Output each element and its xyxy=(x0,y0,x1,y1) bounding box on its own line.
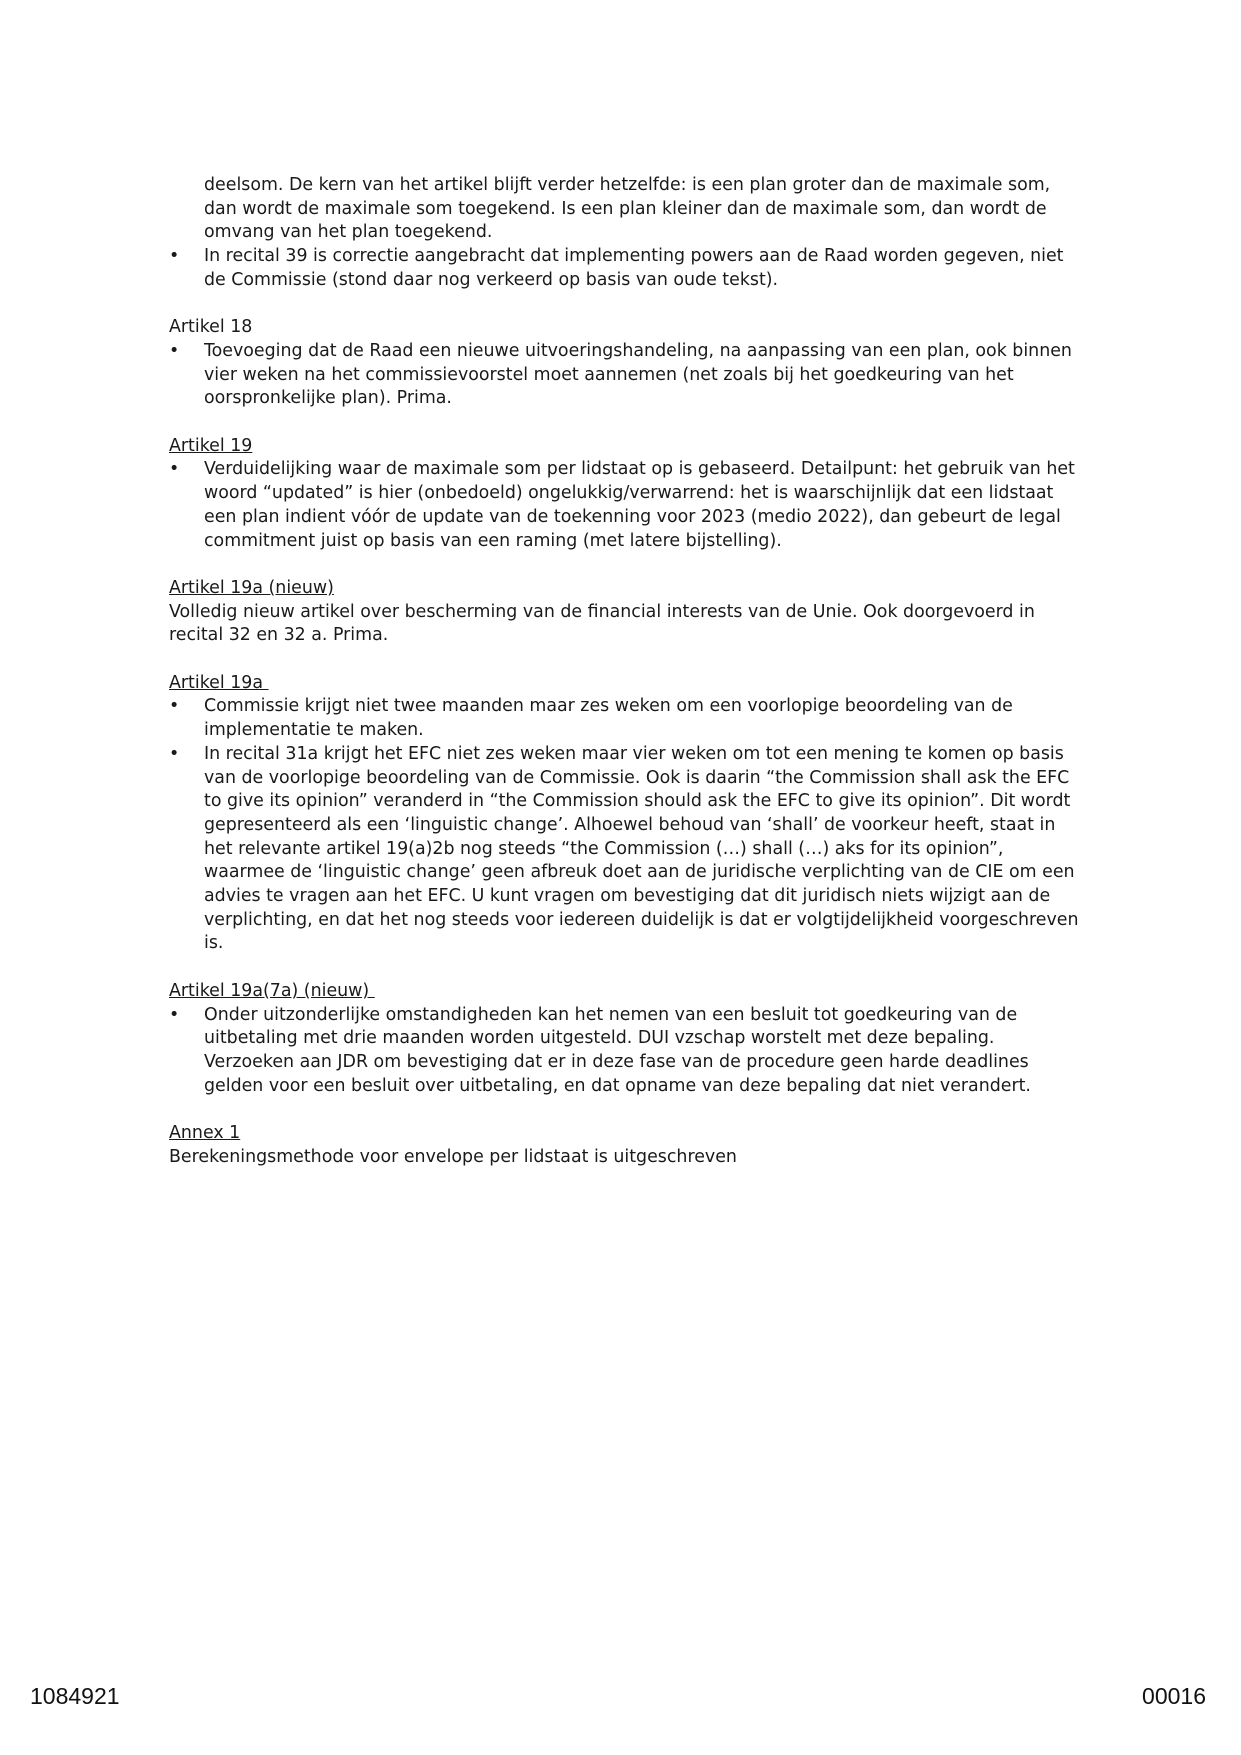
section-artikel-19a-7a xyxy=(169,980,1079,1099)
bullet-list xyxy=(169,1004,1079,1099)
list-item xyxy=(169,340,1079,411)
bullet-icon: • xyxy=(169,246,180,267)
list-item-text: Commissie krijgt niet twee maanden maar zes weken om een voorlopige beoordeling van de implementatie te maken. xyxy=(204,696,1013,741)
list-item xyxy=(169,695,1079,742)
section-artikel-19a-nieuw xyxy=(169,577,1079,648)
section-heading: Annex 1 xyxy=(169,1123,241,1144)
section-text: Volledig nieuw artikel over bescherming van de financial interests van de Unie. Ook doorgevoerd in recital 32 en 32 a. Prima. xyxy=(169,601,1035,646)
footer-page-number: 00016 xyxy=(1142,1683,1206,1709)
list-item xyxy=(169,458,1079,553)
bullet-list xyxy=(169,695,1079,956)
section-heading: Artikel 19 xyxy=(169,435,253,456)
bullet-icon: • xyxy=(169,1004,180,1025)
section-heading: Artikel 19a xyxy=(169,672,269,693)
section-artikel-18 xyxy=(169,316,1079,411)
bullet-list xyxy=(169,458,1079,553)
bullet-icon: • xyxy=(169,340,180,361)
intro-block xyxy=(169,174,1079,293)
list-item xyxy=(169,743,1079,956)
section-artikel-19a xyxy=(169,672,1079,956)
bullet-icon: • xyxy=(169,459,180,480)
section-heading: Artikel 19a (nieuw) xyxy=(169,577,334,598)
section-heading: Artikel 18 xyxy=(169,317,253,338)
bullet-list xyxy=(169,340,1079,411)
bullet-icon: • xyxy=(169,743,180,764)
section-text: Berekeningsmethode voor envelope per lidstaat is uitgeschreven xyxy=(169,1146,737,1167)
list-item-text: Toevoeging dat de Raad een nieuwe uitvoeringshandeling, na aanpassing van een plan, ook binnen vier weken na het commissievoorstel moet aannemen (net zoals bij het goedkeuring van het oorspronkelijke plan). Prima. xyxy=(204,340,1072,409)
list-item xyxy=(169,245,1079,292)
list-item-text: Verduidelijking waar de maximale som per lidstaat op is gebaseerd. Detailpunt: het gebruik van het woord “updated” is hier (onbedoeld) ongelukkig/verwarrend: het is waarschijnlijk dat een lidstaat een plan indient vóór de update van de toekenning voor 2023 (medio 2022), dan gebeurt de legal commitment juist op basis van een raming (met latere bijstelling). xyxy=(204,459,1075,551)
list-item-text: In recital 39 is correctie aangebracht dat implementing powers aan de Raad worden gegeven, niet de Commissie (stond daar nog verkeerd op basis van oude tekst). xyxy=(204,246,1064,290)
section-annex-1 xyxy=(169,1122,1079,1169)
section-artikel-19 xyxy=(169,435,1079,554)
list-item-text: In recital 31a krijgt het EFC niet zes weken maar vier weken om tot een mening te komen op basis van de voorlopige beoordeling van de Commissie. Ook is daarin “the Commission shall ask the EFC to give its opinion” veranderd in “the Commission should ask the EFC to give its opinion”. Dit wordt gepresenteerd als een ‘linguistic change’. Alhoewel behoud van ‘shall’ de voorkeur heeft, staat in het relevante artikel 19(a)2b nog steeds “the Commission (…) shall (…) aks for its opinion”, waarmee de ‘linguistic change’ geen afbreuk doet aan de juridische verplichting van de CIE om een advies te vragen aan het EFC. U kunt vragen om bevestiging dat dit juridisch niets wijzigt aan de verplichting, en dat het nog steeds voor iedereen duidelijk is dat er volgtijdelijkheid voorgeschreven is. xyxy=(204,743,1079,954)
intro-bullet-list xyxy=(169,245,1079,292)
document-body xyxy=(169,174,1079,1193)
bullet-icon: • xyxy=(169,696,180,717)
intro-continuation: deelsom. De kern van het artikel blijft verder hetzelfde: is een plan groter dan de maximale som, dan wordt de maximale som toegekend. Is een plan kleiner dan de maximale som, dan wordt de omvang van het plan toegekend. xyxy=(204,175,1051,243)
footer-document-number: 1084921 xyxy=(30,1683,120,1709)
list-item xyxy=(169,1004,1079,1099)
list-item-text: Onder uitzonderlijke omstandigheden kan het nemen van een besluit tot goedkeuring van de uitbetaling met drie maanden worden uitgesteld. DUI vzschap worstelt met deze bepaling. Verzoeken aan JDR om bevestiging dat er in deze fase van de procedure geen harde deadlines gelden voor een besluit over uitbetaling, en dat opname van deze bepaling dat niet verandert. xyxy=(204,1004,1031,1096)
section-heading: Artikel 19a(7a) (nieuw) xyxy=(169,980,375,1001)
